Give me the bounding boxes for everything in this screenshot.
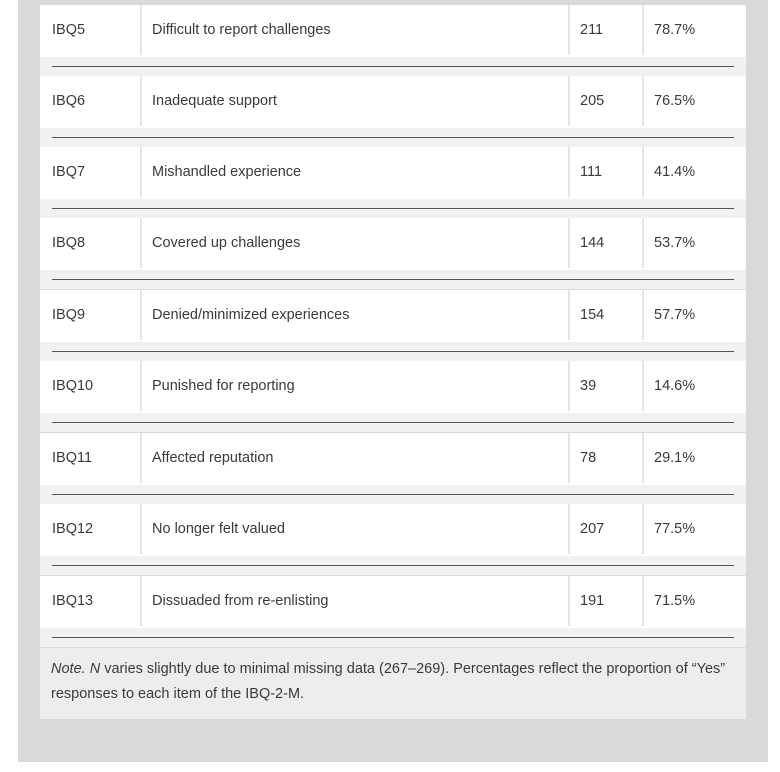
separator-rule xyxy=(52,66,734,67)
column-divider xyxy=(140,576,142,626)
item-code: IBQ10 xyxy=(52,378,94,394)
item-percent: 14.6% xyxy=(654,378,696,394)
column-divider xyxy=(642,290,644,340)
table-row xyxy=(40,576,746,630)
row-separator xyxy=(40,628,746,647)
item-percent: 78.7% xyxy=(654,22,696,38)
column-divider xyxy=(140,5,142,55)
item-percent: 41.4% xyxy=(654,164,696,180)
column-divider xyxy=(140,361,142,411)
table-row xyxy=(40,76,746,130)
column-divider xyxy=(140,433,142,483)
item-code: IBQ7 xyxy=(52,164,86,180)
column-divider xyxy=(140,504,142,554)
table-note xyxy=(40,648,746,719)
item-description: Inadequate support xyxy=(152,93,277,109)
item-count: 78 xyxy=(580,450,597,466)
row-separator xyxy=(40,485,746,504)
item-code: IBQ5 xyxy=(52,22,86,38)
column-divider xyxy=(140,218,142,268)
item-code: IBQ6 xyxy=(52,93,86,109)
item-percent: 57.7% xyxy=(654,307,696,323)
table-row xyxy=(40,5,746,59)
item-percent: 76.5% xyxy=(654,93,696,109)
item-count: 154 xyxy=(580,307,605,323)
item-code: IBQ11 xyxy=(52,450,93,466)
separator-rule xyxy=(52,279,734,280)
note-text: varies slightly due to minimal missing data (267–269). Percentages reflect the proportion of “Yes” responses to each item of the IBQ-2-M. xyxy=(51,661,726,702)
column-divider xyxy=(568,504,570,554)
item-code: IBQ13 xyxy=(52,593,94,609)
column-divider xyxy=(568,576,570,626)
table-row xyxy=(40,218,746,272)
item-description: Affected reputation xyxy=(152,450,274,466)
column-divider xyxy=(568,433,570,483)
column-divider xyxy=(642,576,644,626)
column-divider xyxy=(568,361,570,411)
column-divider xyxy=(642,147,644,197)
column-divider xyxy=(568,5,570,55)
note-n-symbol: N xyxy=(89,661,101,677)
table-row xyxy=(40,290,746,344)
item-count: 39 xyxy=(580,378,597,394)
row-separator xyxy=(40,128,746,147)
row-separator xyxy=(40,413,746,432)
item-description: Punished for reporting xyxy=(152,378,295,394)
item-count: 205 xyxy=(580,93,605,109)
column-divider xyxy=(642,5,644,55)
item-description: Covered up challenges xyxy=(152,235,301,251)
item-description: Difficult to report challenges xyxy=(152,22,331,38)
item-description: No longer felt valued xyxy=(152,521,285,537)
separator-rule xyxy=(52,351,734,352)
separator-rule xyxy=(52,137,734,138)
separator-rule xyxy=(52,422,734,423)
row-separator xyxy=(40,556,746,575)
column-divider xyxy=(642,76,644,126)
column-divider xyxy=(140,147,142,197)
separator-rule xyxy=(52,494,734,495)
item-percent: 71.5% xyxy=(654,593,696,609)
separator-rule xyxy=(52,208,734,209)
column-divider xyxy=(568,290,570,340)
column-divider xyxy=(642,218,644,268)
table-row xyxy=(40,361,746,415)
item-description: Dissuaded from re-enlisting xyxy=(152,593,329,609)
item-count: 111 xyxy=(580,164,603,180)
item-percent: 77.5% xyxy=(654,521,696,537)
item-description: Denied/minimized experiences xyxy=(152,307,350,323)
column-divider xyxy=(568,76,570,126)
item-code: IBQ8 xyxy=(52,235,86,251)
item-count: 144 xyxy=(580,235,605,251)
item-code: IBQ9 xyxy=(52,307,86,323)
row-separator xyxy=(40,270,746,289)
column-divider xyxy=(642,361,644,411)
note-label: Note. xyxy=(51,661,86,677)
column-divider xyxy=(642,504,644,554)
separator-rule xyxy=(52,565,734,566)
item-percent: 53.7% xyxy=(654,235,696,251)
table-row xyxy=(40,433,746,487)
item-count: 211 xyxy=(580,22,604,38)
table-row xyxy=(40,147,746,201)
item-code: IBQ12 xyxy=(52,521,94,537)
item-count: 207 xyxy=(580,521,605,537)
table-row xyxy=(40,504,746,558)
column-divider xyxy=(568,147,570,197)
separator-rule xyxy=(52,637,734,638)
item-percent: 29.1% xyxy=(654,450,696,466)
column-divider xyxy=(140,290,142,340)
column-divider xyxy=(642,433,644,483)
row-separator xyxy=(40,57,746,76)
row-separator xyxy=(40,342,746,361)
item-count: 191 xyxy=(580,593,605,609)
column-divider xyxy=(140,76,142,126)
item-description: Mishandled experience xyxy=(152,164,302,180)
column-divider xyxy=(568,218,570,268)
row-separator xyxy=(40,199,746,218)
